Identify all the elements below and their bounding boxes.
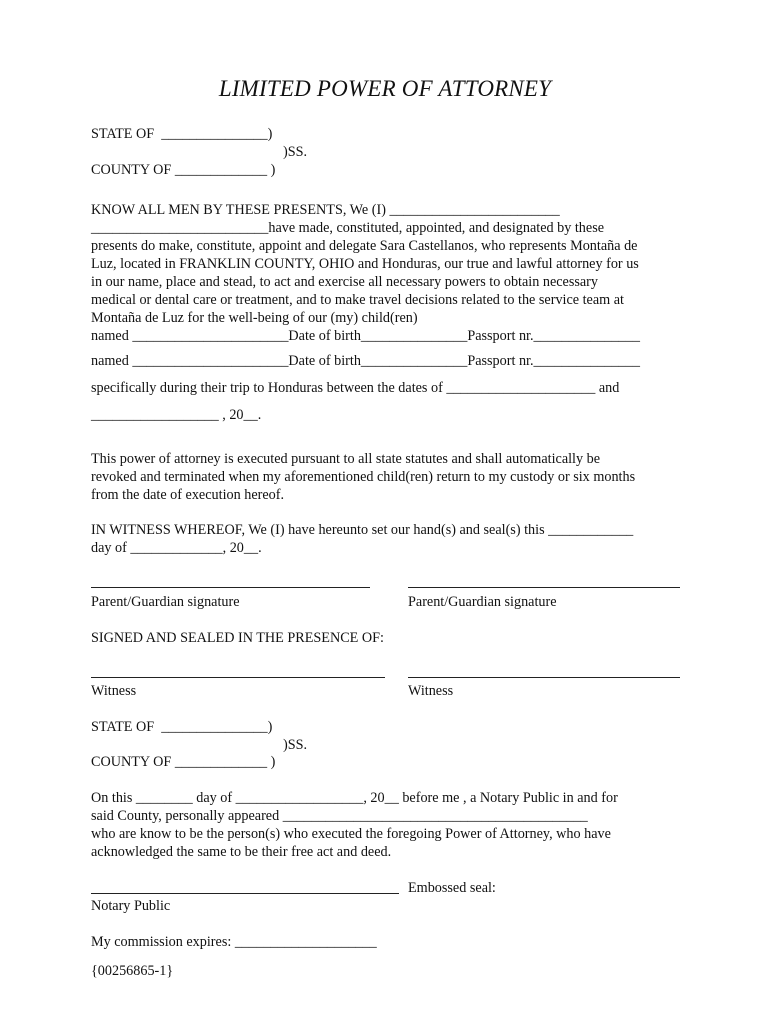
notary-line: On this ________ day of __________________, 20__ before me , a Notary Public in and for bbox=[91, 790, 618, 806]
witness-line-right bbox=[408, 677, 680, 678]
notary-line: said County, personally appeared ___________________________________________ bbox=[91, 808, 588, 824]
revocation-line: revoked and terminated when my aforementioned child(ren) return to my custody or six months bbox=[91, 469, 636, 485]
county-of-line: COUNTY OF _____________ ) bbox=[91, 754, 276, 770]
notary-line: acknowledged the same to be their free act and deed. bbox=[91, 844, 392, 860]
intro-line: in our name, place and stead, to act and exercise all necessary powers to obtain necessary bbox=[91, 274, 598, 290]
intro-line: medical or dental care or treatment, and to make travel decisions related to the service team at bbox=[91, 292, 624, 308]
ss-line: )SS. bbox=[283, 737, 308, 753]
parent-signature-label-right: Parent/Guardian signature bbox=[408, 594, 557, 610]
witness-whereof-paragraph bbox=[91, 521, 681, 557]
intro-line: KNOW ALL MEN BY THESE PRESENTS, We (I) ________________________ bbox=[91, 202, 560, 218]
document-title: LIMITED POWER OF ATTORNEY bbox=[218, 76, 552, 101]
intro-line: Luz, located in FRANKLIN COUNTY, OHIO and Honduras, our true and lawful attorney for us bbox=[91, 256, 639, 272]
county-of-line: COUNTY OF _____________ ) bbox=[91, 162, 276, 178]
notary-public-label: Notary Public bbox=[91, 898, 171, 914]
child-named-line: named ______________________Date of birth_______________Passport nr._______________ bbox=[91, 353, 640, 369]
intro-line: presents do make, constitute, appoint and delegate Sara Castellanos, who represents Montaña de bbox=[91, 238, 638, 254]
state-of-line: STATE OF _______________) bbox=[91, 719, 273, 735]
notary-paragraph bbox=[91, 789, 681, 861]
commission-expires-line: My commission expires: ____________________ bbox=[91, 934, 377, 950]
signature-line-right bbox=[408, 587, 680, 588]
embossed-seal-label: Embossed seal: bbox=[408, 880, 496, 896]
trip-year-line: __________________ , 20__. bbox=[91, 407, 262, 423]
witness-whereof-line: IN WITNESS WHEREOF, We (I) have hereunto set our hand(s) and seal(s) this ____________ bbox=[91, 522, 634, 538]
child-named-line: named ______________________Date of birth_______________Passport nr._______________ bbox=[91, 328, 640, 344]
witness-label-left: Witness bbox=[91, 683, 137, 699]
notary-signature-line bbox=[91, 893, 399, 894]
signed-sealed-heading: SIGNED AND SEALED IN THE PRESENCE OF: bbox=[91, 630, 384, 646]
intro-paragraph bbox=[91, 201, 681, 345]
witness-line-left bbox=[91, 677, 385, 678]
witness-whereof-line: day of _____________, 20__. bbox=[91, 540, 262, 556]
signature-line-left bbox=[91, 587, 370, 588]
revocation-line: This power of attorney is executed pursuant to all state statutes and shall automatically be bbox=[91, 451, 601, 467]
witness-label-right: Witness bbox=[408, 683, 454, 699]
intro-line: _________________________have made, constituted, appointed, and designated by these bbox=[91, 220, 605, 236]
revocation-paragraph bbox=[91, 450, 681, 504]
trip-dates-line: specifically during their trip to Honduras between the dates of _____________________ and bbox=[91, 380, 620, 396]
intro-line: Montaña de Luz for the well-being of our (my) child(ren) bbox=[91, 310, 418, 326]
parent-signature-label-left: Parent/Guardian signature bbox=[91, 594, 240, 610]
document-id: {00256865-1} bbox=[91, 963, 174, 979]
ss-line: )SS. bbox=[283, 144, 308, 160]
revocation-line: from the date of execution hereof. bbox=[91, 487, 285, 503]
state-of-line: STATE OF _______________) bbox=[91, 126, 273, 142]
notary-line: who are know to be the person(s) who executed the foregoing Power of Attorney, who have bbox=[91, 826, 611, 842]
